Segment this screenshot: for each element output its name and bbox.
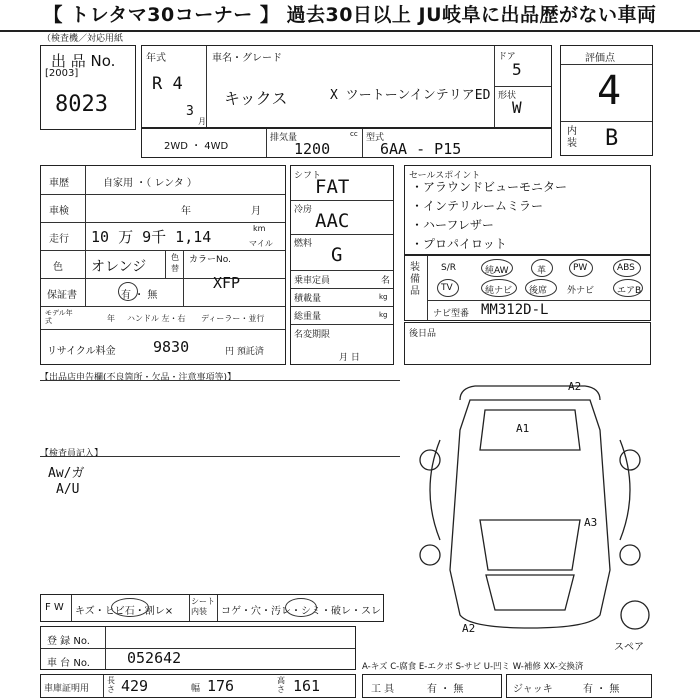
door-value: 5 bbox=[512, 60, 522, 79]
sales-point-1: ・アラウンドビューモニター bbox=[411, 180, 568, 194]
navi-model-label: ナビ型番 bbox=[433, 309, 470, 319]
length-label: 長さ bbox=[107, 676, 115, 694]
cert-row bbox=[40, 674, 356, 698]
model-value: 6AA - P15 bbox=[380, 140, 462, 158]
drive-label: 2WD ・ 4WD bbox=[164, 141, 229, 152]
banner-title: 【 トレタマ30コーナー 】 過去30日以上 JU岐阜に出品歴がない車両 bbox=[0, 0, 700, 32]
seat-text: コゲ・穴・汚レ・シミ・破レ・スレ bbox=[221, 606, 381, 617]
color-label: 色 bbox=[53, 262, 63, 273]
load-unit: kg bbox=[379, 293, 388, 301]
shift-value: FAT bbox=[315, 176, 350, 198]
wheel-rear-left bbox=[420, 450, 440, 470]
damage-legend: A-キズ C-腐食 E-エクボ S-サビ U-凹ミ W-補修 XX-交換済 bbox=[362, 662, 584, 672]
inspector-title: 【検査員記入】 bbox=[40, 449, 104, 459]
height-label: 高さ bbox=[277, 676, 285, 694]
sales-title: セールスポイント bbox=[409, 171, 481, 181]
score-box bbox=[560, 45, 653, 156]
history-options: 自家用 ・（ レンタ ） bbox=[103, 178, 197, 189]
color-change: 色替 bbox=[171, 253, 179, 273]
declaration-title: 【出品店申告欄(不良箇所・欠品・注意事項等)】 bbox=[40, 373, 237, 383]
hood-outline bbox=[486, 575, 574, 610]
sales-point-2: ・インテリルームミラー bbox=[411, 199, 544, 213]
navi-model-value: MM312D-L bbox=[481, 302, 549, 318]
damage-mark-4: A2 bbox=[462, 622, 476, 635]
fuel-label: 燃料 bbox=[294, 239, 313, 249]
grade-value: X ツートーンインテリアED bbox=[330, 88, 491, 103]
mileage-label: 走行 bbox=[49, 234, 69, 245]
name-label: 車名・グレード bbox=[212, 53, 282, 64]
equip-tv: TV bbox=[441, 283, 453, 293]
interior-value: B bbox=[605, 126, 619, 151]
later-items-box bbox=[404, 322, 651, 365]
inspector-note-1: Aw/ガ bbox=[48, 466, 85, 481]
vehicle-info-box bbox=[141, 45, 552, 128]
inspection-month: 月 bbox=[251, 206, 261, 217]
history-label: 車歴 bbox=[49, 178, 69, 189]
interior-label: 内装 bbox=[567, 126, 577, 149]
mileage-unit-km: km bbox=[253, 224, 266, 233]
shape-value: W bbox=[512, 98, 522, 117]
length-value: 429 bbox=[121, 677, 149, 695]
wheel-front-right bbox=[620, 545, 640, 565]
handle-label: ハンドル 左・右 bbox=[127, 314, 186, 323]
fw-label: F W bbox=[45, 602, 64, 613]
subtitle: （検査機／対応用紙 bbox=[42, 34, 124, 44]
damage-diagram bbox=[400, 370, 660, 640]
recycle-value: 9830 bbox=[153, 338, 190, 356]
equipment-box bbox=[404, 255, 651, 321]
door-label: ドア bbox=[498, 52, 516, 62]
windshield-outline bbox=[480, 520, 580, 570]
engine-box bbox=[141, 128, 552, 158]
jack-value: 有 ・ 無 bbox=[583, 684, 620, 695]
rear-window-outline bbox=[480, 410, 580, 450]
capacity-unit: 名 bbox=[381, 276, 391, 286]
shift-label: シフト bbox=[294, 171, 322, 181]
fw-row bbox=[40, 594, 384, 622]
history-box bbox=[40, 165, 286, 365]
weight-label: 総重量 bbox=[294, 312, 322, 322]
color-no-value: XFP bbox=[213, 274, 241, 292]
tools-box bbox=[362, 674, 502, 698]
load-label: 積載量 bbox=[294, 294, 322, 304]
tools-value: 有 ・ 無 bbox=[427, 684, 464, 695]
equip-sr: S/R bbox=[441, 263, 456, 273]
specs-box bbox=[290, 165, 394, 365]
month-value: 3 bbox=[186, 104, 194, 119]
color-no-label: カラーNo. bbox=[189, 255, 231, 265]
warranty-label: 保証書 bbox=[47, 290, 77, 301]
fuel-value: G bbox=[331, 244, 343, 266]
equip-airbag: エアB bbox=[617, 286, 642, 296]
warranty-value: 有 ・ 無 bbox=[121, 290, 158, 301]
lot-label: 出 品 No. bbox=[51, 52, 116, 70]
equip-rear-seat: 後席 bbox=[529, 286, 548, 296]
spare-label: スペア bbox=[614, 642, 644, 653]
height-value: 161 bbox=[293, 677, 321, 695]
displacement-label: 排気量 bbox=[270, 133, 298, 143]
registration-box bbox=[40, 626, 356, 670]
capacity-label: 乗車定員 bbox=[294, 276, 331, 286]
displacement-unit: cc bbox=[350, 130, 358, 138]
mileage-unit-mile: マイル bbox=[249, 239, 273, 248]
ac-label: 冷房 bbox=[294, 205, 313, 215]
equipment-label: 装備品 bbox=[410, 262, 420, 297]
change-label: 名変期限 bbox=[294, 330, 331, 340]
width-value: 176 bbox=[207, 677, 235, 695]
name-value: キックス bbox=[224, 89, 288, 108]
reg-label: 登 録 No. bbox=[47, 636, 90, 647]
chassis-value: 052642 bbox=[127, 649, 182, 667]
spare-tire bbox=[621, 601, 649, 629]
lot-number: 8023 bbox=[55, 92, 108, 117]
cert-label: 車庫証明用 bbox=[44, 684, 90, 694]
equip-navi: 純ナビ bbox=[485, 286, 513, 296]
year-label: 年式 bbox=[146, 53, 166, 64]
fw-text: キズ・ヒビ石・割レ× bbox=[75, 606, 174, 617]
width-label: 幅 bbox=[191, 684, 201, 694]
dealer-label: ディーラー・並行 bbox=[201, 314, 265, 323]
equip-leather: 革 bbox=[537, 266, 547, 276]
jack-label: ジャッキ bbox=[513, 684, 553, 695]
recycle-label: リサイクル料金 bbox=[47, 346, 116, 357]
equip-pw: PW bbox=[573, 263, 588, 273]
wheel-rear-right bbox=[620, 450, 640, 470]
sales-box bbox=[404, 165, 651, 255]
chassis-label: 車 台 No. bbox=[47, 658, 90, 669]
displacement-value: 1200 bbox=[294, 140, 331, 158]
inspection-label: 車検 bbox=[49, 206, 69, 217]
equip-alloy: 純AW bbox=[485, 266, 509, 276]
model-year-label: モデル年式 bbox=[45, 309, 73, 325]
shape-label: 形状 bbox=[498, 91, 517, 101]
body-outline bbox=[450, 400, 610, 628]
color-value: オレンジ bbox=[91, 259, 147, 275]
inspector-note-2: A/U bbox=[56, 482, 80, 497]
model-year-unit: 年 bbox=[107, 314, 115, 323]
weight-unit: kg bbox=[379, 311, 388, 319]
inspection-year: 年 bbox=[181, 206, 191, 217]
score-value: 4 bbox=[597, 68, 622, 114]
model-label: 型式 bbox=[366, 133, 385, 143]
equip-ext-navi: 外ナビ bbox=[567, 286, 595, 296]
damage-mark-3: A3 bbox=[584, 516, 598, 529]
mileage-value: 10 万 9千 1,14 bbox=[91, 228, 212, 246]
tools-label: 工 具 bbox=[371, 684, 395, 695]
lot-sub: [2003] bbox=[45, 68, 79, 79]
month-unit: 月 bbox=[198, 117, 206, 126]
score-label: 評価点 bbox=[585, 53, 615, 64]
sales-point-4: ・プロパイロット bbox=[411, 237, 507, 251]
wheel-front-left bbox=[420, 545, 440, 565]
change-unit: 月 日 bbox=[339, 353, 360, 363]
year-value: R 4 bbox=[152, 74, 183, 94]
equip-abs: ABS bbox=[617, 263, 635, 273]
recycle-unit: 円 預託済 bbox=[225, 347, 264, 357]
damage-mark-1: A2 bbox=[568, 380, 582, 393]
sales-point-3: ・ハーフレザー bbox=[411, 218, 494, 232]
later-items-label: 後日品 bbox=[409, 329, 437, 339]
lot-box bbox=[40, 45, 136, 130]
ac-value: AAC bbox=[315, 210, 350, 232]
jack-box bbox=[506, 674, 652, 698]
damage-mark-2: A1 bbox=[516, 422, 530, 435]
seat-label: シート内装 bbox=[191, 597, 215, 616]
